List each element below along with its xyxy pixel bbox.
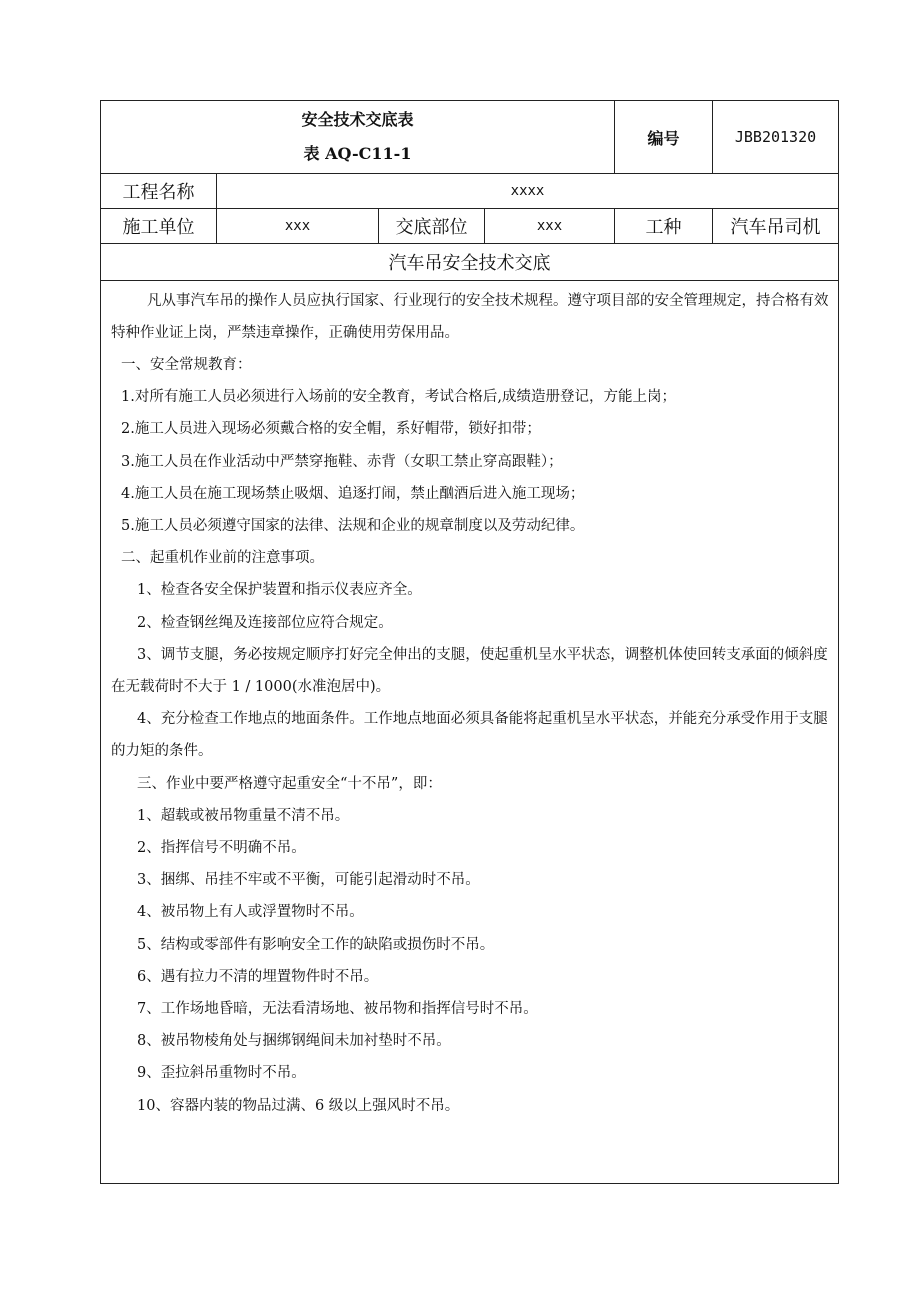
list-item: 6、遇有拉力不清的埋置物件时不吊。 [137,968,379,985]
trade-value: 汽车吊司机 [713,209,839,244]
section-2-title: 二、起重机作业前的注意事项。 [121,550,324,567]
section-1-title: 一、安全常规教育： [121,357,252,373]
list-item: 4.施工人员在施工现场禁止吸烟、追逐打闹，禁止酗酒后进入施工现场； [121,485,585,502]
list-item: 5.施工人员必须遵守国家的法律、法规和企业的规章制度以及劳动纪律。 [121,518,585,535]
list-item: 5、结构或零部件有影响安全工作的缺陷或损伤时不吊。 [137,936,495,953]
list-item: 4、充分检查工作地点的地面条件。工作地点地面必须具备能将起重机呈水平状态，并能充分承受作用于支腿的力矩的条件。 [111,711,828,760]
number-value: JBB201320 [713,101,839,174]
list-item: 3、调节支腿，务必按规定顺序打好完全伸出的支腿，使起重机呈水平状态，调整机体使回转支承面的倾斜度在无载荷时不大于 1 / 1000(水准泡居中)。 [111,646,828,696]
trade-label: 工种 [615,209,713,244]
intro-paragraph: 凡从事汽车吊的操作人员应执行国家、行业现行的安全技术规程。遵守项目部的安全管理规定，持合格有效特种作业证上岗，严禁违章操作，正确使用劳保用品。 [111,293,829,341]
construction-unit-value: xxx [217,209,379,244]
list-item: 4、被吊物上有人或浮置物时不吊。 [137,904,364,921]
list-item: 9、歪拉斜吊重物时不吊。 [137,1065,306,1082]
list-item: 3、捆绑、吊挂不牢或不平衡，可能引起滑动时不吊。 [137,872,480,889]
list-item: 7、工作场地昏暗，无法看清场地、被吊物和指挥信号时不吊。 [137,1001,538,1018]
list-item: 2、指挥信号不明确不吊。 [137,840,306,857]
list-item: 2.施工人员进入现场必须戴合格的安全帽，系好帽带，锁好扣带； [121,421,541,438]
section-3-title: 三、作业中要严格遵守起重安全“十不吊”，即： [137,775,442,792]
construction-unit-label: 施工单位 [101,209,217,244]
form-title-cell [101,101,615,174]
form-title: 安全技术交底表 [301,110,414,129]
briefing-content [101,281,839,1184]
section-title: 汽车吊安全技术交底 [101,244,839,281]
number-label: 编号 [615,101,713,174]
project-name-label: 工程名称 [101,174,217,209]
list-item: 8、被吊物棱角处与捆绑钢绳间未加衬垫时不吊。 [137,1033,451,1050]
safety-briefing-form [100,100,839,1184]
briefing-part-label: 交底部位 [379,209,485,244]
list-item: 3.施工人员在作业活动中严禁穿拖鞋、赤背（女职工禁止穿高跟鞋）； [121,453,563,470]
list-item: 2、检查钢丝绳及连接部位应符合规定。 [137,614,393,631]
briefing-part-value: xxx [485,209,615,244]
list-item: 1、检查各安全保护装置和指示仪表应齐全。 [137,582,422,599]
list-item: 10、容器内装的物品过满、6 级以上强风时不吊。 [137,1097,460,1114]
form-code: 表 AQ-C11-1 [303,144,412,163]
list-item: 1、超载或被吊物重量不清不吊。 [137,807,350,824]
project-name-value: xxxx [217,174,839,209]
list-item: 1.对所有施工人员必须进行入场前的安全教育，考试合格后,成绩造册登记，方能上岗； [121,389,676,406]
